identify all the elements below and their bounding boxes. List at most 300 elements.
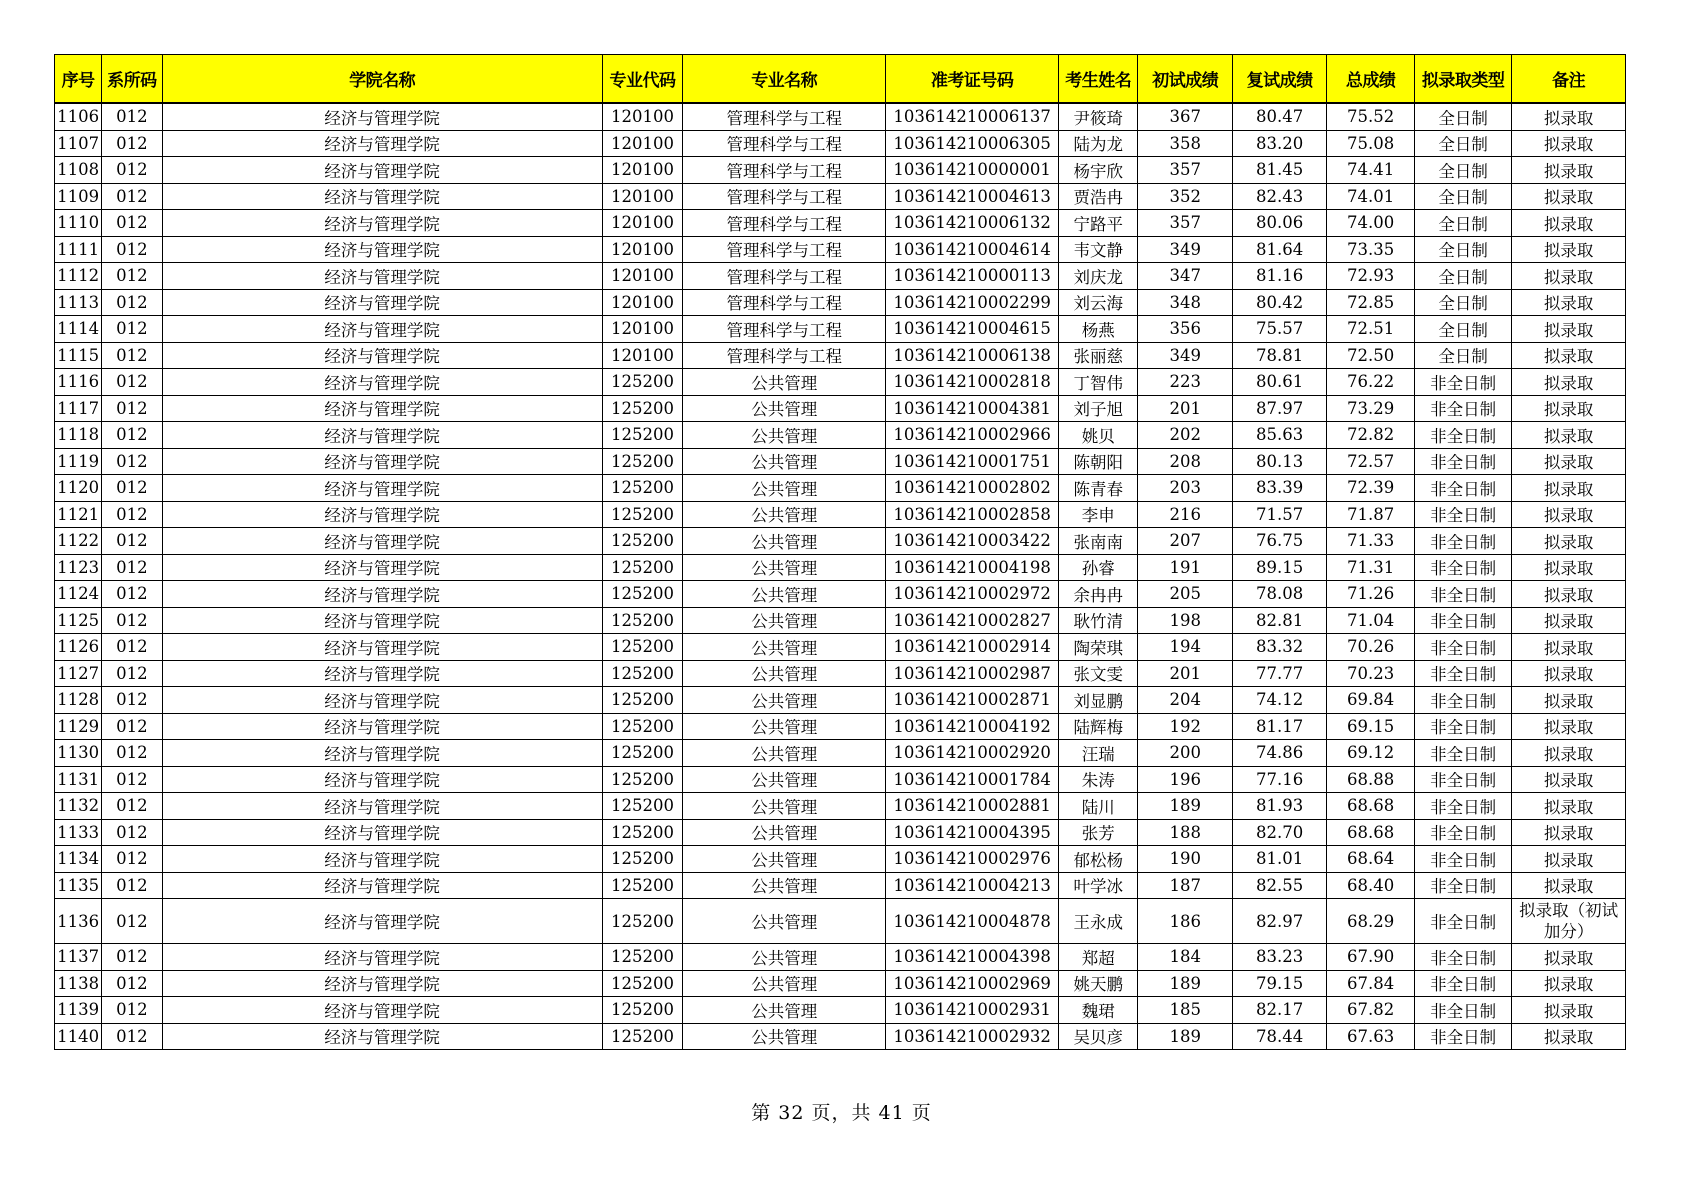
cell-college-name: 经济与管理学院 <box>162 713 602 740</box>
cell-retest-score: 81.93 <box>1232 793 1326 820</box>
cell-major-code: 120100 <box>602 103 682 130</box>
cell-college-name: 经济与管理学院 <box>162 607 602 634</box>
cell-row-index: 1126 <box>55 634 102 661</box>
cell-candidate-name: 杨燕 <box>1059 316 1138 343</box>
table-row <box>55 607 1626 634</box>
cell-major-name: 管理科学与工程 <box>683 342 886 369</box>
cell-ticket-number: 103614210003422 <box>886 528 1059 555</box>
cell-row-index: 1127 <box>55 660 102 687</box>
cell-candidate-name: 汪瑞 <box>1059 740 1138 767</box>
admission-table <box>54 54 1626 1050</box>
cell-remarks: 拟录取 <box>1512 395 1626 422</box>
cell-admission-type: 非全日制 <box>1414 713 1511 740</box>
cell-candidate-name: 丁智伟 <box>1059 369 1138 396</box>
cell-major-name: 公共管理 <box>683 766 886 793</box>
cell-major-name: 公共管理 <box>683 395 886 422</box>
cell-retest-score: 80.61 <box>1232 369 1326 396</box>
cell-college-name: 经济与管理学院 <box>162 819 602 846</box>
cell-retest-score: 82.70 <box>1232 819 1326 846</box>
cell-candidate-name: 刘显鹏 <box>1059 687 1138 714</box>
table-row <box>55 316 1626 343</box>
header-initial-score: 初试成绩 <box>1138 55 1232 104</box>
cell-admission-type: 非全日制 <box>1414 970 1511 997</box>
cell-total-score: 74.00 <box>1327 210 1414 237</box>
table-row <box>55 475 1626 502</box>
cell-row-index: 1133 <box>55 819 102 846</box>
cell-major-code: 120100 <box>602 130 682 157</box>
cell-retest-score: 80.06 <box>1232 210 1326 237</box>
cell-row-index: 1139 <box>55 997 102 1024</box>
cell-remarks: 拟录取 <box>1512 289 1626 316</box>
cell-major-code: 125200 <box>602 872 682 899</box>
cell-ticket-number: 103614210002802 <box>886 475 1059 502</box>
table-row <box>55 342 1626 369</box>
cell-major-code: 125200 <box>602 766 682 793</box>
cell-major-code: 125200 <box>602 634 682 661</box>
cell-ticket-number: 103614210006132 <box>886 210 1059 237</box>
cell-dept-code: 012 <box>102 210 162 237</box>
cell-ticket-number: 103614210002931 <box>886 997 1059 1024</box>
table-row <box>55 997 1626 1024</box>
cell-ticket-number: 103614210006137 <box>886 103 1059 130</box>
cell-dept-code: 012 <box>102 944 162 971</box>
cell-initial-score: 201 <box>1138 395 1232 422</box>
cell-row-index: 1112 <box>55 263 102 290</box>
cell-dept-code: 012 <box>102 819 162 846</box>
cell-admission-type: 全日制 <box>1414 130 1511 157</box>
cell-ticket-number: 103614210004613 <box>886 183 1059 210</box>
cell-college-name: 经济与管理学院 <box>162 766 602 793</box>
table-row <box>55 501 1626 528</box>
cell-remarks: 拟录取 <box>1512 528 1626 555</box>
cell-total-score: 69.12 <box>1327 740 1414 767</box>
cell-remarks: 拟录取 <box>1512 263 1626 290</box>
header-major-name: 专业名称 <box>683 55 886 104</box>
cell-total-score: 72.82 <box>1327 422 1414 449</box>
cell-initial-score: 208 <box>1138 448 1232 475</box>
table-row <box>55 687 1626 714</box>
cell-ticket-number: 103614210001784 <box>886 766 1059 793</box>
cell-candidate-name: 魏珺 <box>1059 997 1138 1024</box>
cell-dept-code: 012 <box>102 475 162 502</box>
cell-retest-score: 81.64 <box>1232 236 1326 263</box>
cell-candidate-name: 张南南 <box>1059 528 1138 555</box>
cell-dept-code: 012 <box>102 687 162 714</box>
cell-remarks: 拟录取 <box>1512 634 1626 661</box>
table-row <box>55 210 1626 237</box>
cell-total-score: 68.68 <box>1327 793 1414 820</box>
cell-major-name: 公共管理 <box>683 528 886 555</box>
cell-major-name: 管理科学与工程 <box>683 263 886 290</box>
cell-admission-type: 非全日制 <box>1414 1023 1511 1050</box>
cell-initial-score: 358 <box>1138 130 1232 157</box>
cell-major-name: 管理科学与工程 <box>683 289 886 316</box>
cell-initial-score: 190 <box>1138 846 1232 873</box>
cell-remarks: 拟录取 <box>1512 316 1626 343</box>
table-row <box>55 130 1626 157</box>
cell-major-code: 125200 <box>602 687 682 714</box>
cell-major-name: 管理科学与工程 <box>683 236 886 263</box>
cell-candidate-name: 张丽慈 <box>1059 342 1138 369</box>
cell-major-name: 公共管理 <box>683 422 886 449</box>
cell-total-score: 71.33 <box>1327 528 1414 555</box>
table-row <box>55 369 1626 396</box>
cell-major-code: 125200 <box>602 475 682 502</box>
cell-major-code: 120100 <box>602 316 682 343</box>
cell-row-index: 1132 <box>55 793 102 820</box>
header-candidate-name: 考生姓名 <box>1059 55 1138 104</box>
cell-retest-score: 77.16 <box>1232 766 1326 793</box>
cell-dept-code: 012 <box>102 766 162 793</box>
cell-major-code: 120100 <box>602 289 682 316</box>
cell-total-score: 72.39 <box>1327 475 1414 502</box>
table-row <box>55 766 1626 793</box>
cell-ticket-number: 103614210002966 <box>886 422 1059 449</box>
cell-major-code: 125200 <box>602 997 682 1024</box>
cell-remarks: 拟录取 <box>1512 944 1626 971</box>
cell-candidate-name: 陆为龙 <box>1059 130 1138 157</box>
admission-list-sheet <box>54 54 1626 1050</box>
cell-candidate-name: 陶荣琪 <box>1059 634 1138 661</box>
cell-row-index: 1115 <box>55 342 102 369</box>
cell-total-score: 72.51 <box>1327 316 1414 343</box>
cell-college-name: 经济与管理学院 <box>162 448 602 475</box>
cell-row-index: 1108 <box>55 157 102 184</box>
cell-major-code: 125200 <box>602 944 682 971</box>
cell-total-score: 67.84 <box>1327 970 1414 997</box>
cell-remarks: 拟录取 <box>1512 997 1626 1024</box>
cell-major-name: 公共管理 <box>683 687 886 714</box>
cell-candidate-name: 王永成 <box>1059 899 1138 944</box>
cell-major-name: 公共管理 <box>683 740 886 767</box>
cell-total-score: 75.52 <box>1327 103 1414 130</box>
cell-remarks: 拟录取 <box>1512 210 1626 237</box>
table-row <box>55 157 1626 184</box>
cell-admission-type: 非全日制 <box>1414 846 1511 873</box>
cell-ticket-number: 103614210000001 <box>886 157 1059 184</box>
cell-candidate-name: 耿竹清 <box>1059 607 1138 634</box>
cell-candidate-name: 朱涛 <box>1059 766 1138 793</box>
cell-ticket-number: 103614210002969 <box>886 970 1059 997</box>
cell-candidate-name: 陈朝阳 <box>1059 448 1138 475</box>
cell-major-name: 公共管理 <box>683 607 886 634</box>
cell-college-name: 经济与管理学院 <box>162 369 602 396</box>
header-major-code: 专业代码 <box>602 55 682 104</box>
cell-remarks: 拟录取 <box>1512 872 1626 899</box>
cell-ticket-number: 103614210004615 <box>886 316 1059 343</box>
cell-row-index: 1109 <box>55 183 102 210</box>
cell-retest-score: 74.86 <box>1232 740 1326 767</box>
table-row <box>55 528 1626 555</box>
table-header-row <box>55 55 1626 104</box>
cell-candidate-name: 张文雯 <box>1059 660 1138 687</box>
cell-retest-score: 82.55 <box>1232 872 1326 899</box>
cell-retest-score: 79.15 <box>1232 970 1326 997</box>
cell-retest-score: 81.45 <box>1232 157 1326 184</box>
cell-ticket-number: 103614210002881 <box>886 793 1059 820</box>
cell-major-code: 125200 <box>602 713 682 740</box>
cell-ticket-number: 103614210006138 <box>886 342 1059 369</box>
cell-college-name: 经济与管理学院 <box>162 289 602 316</box>
cell-remarks: 拟录取 <box>1512 740 1626 767</box>
cell-total-score: 69.84 <box>1327 687 1414 714</box>
cell-row-index: 1122 <box>55 528 102 555</box>
cell-total-score: 71.26 <box>1327 581 1414 608</box>
cell-total-score: 68.88 <box>1327 766 1414 793</box>
cell-ticket-number: 103614210001751 <box>886 448 1059 475</box>
cell-college-name: 经济与管理学院 <box>162 846 602 873</box>
cell-retest-score: 87.97 <box>1232 395 1326 422</box>
cell-major-code: 125200 <box>602 369 682 396</box>
cell-admission-type: 全日制 <box>1414 289 1511 316</box>
cell-major-name: 公共管理 <box>683 819 886 846</box>
cell-admission-type: 非全日制 <box>1414 687 1511 714</box>
cell-retest-score: 74.12 <box>1232 687 1326 714</box>
header-dept-code: 系所码 <box>102 55 162 104</box>
cell-retest-score: 81.01 <box>1232 846 1326 873</box>
cell-initial-score: 223 <box>1138 369 1232 396</box>
cell-dept-code: 012 <box>102 395 162 422</box>
cell-initial-score: 188 <box>1138 819 1232 846</box>
cell-admission-type: 全日制 <box>1414 103 1511 130</box>
cell-row-index: 1134 <box>55 846 102 873</box>
cell-total-score: 73.35 <box>1327 236 1414 263</box>
cell-total-score: 72.85 <box>1327 289 1414 316</box>
cell-college-name: 经济与管理学院 <box>162 634 602 661</box>
cell-remarks: 拟录取 <box>1512 793 1626 820</box>
header-total-score: 总成绩 <box>1327 55 1414 104</box>
cell-retest-score: 81.17 <box>1232 713 1326 740</box>
cell-remarks: 拟录取 <box>1512 819 1626 846</box>
cell-ticket-number: 103614210006305 <box>886 130 1059 157</box>
cell-ticket-number: 103614210004381 <box>886 395 1059 422</box>
cell-major-code: 125200 <box>602 528 682 555</box>
cell-ticket-number: 103614210002871 <box>886 687 1059 714</box>
cell-candidate-name: 余冉冉 <box>1059 581 1138 608</box>
cell-remarks: 拟录取 <box>1512 501 1626 528</box>
cell-initial-score: 204 <box>1138 687 1232 714</box>
cell-candidate-name: 陈青春 <box>1059 475 1138 502</box>
cell-college-name: 经济与管理学院 <box>162 501 602 528</box>
cell-remarks: 拟录取 <box>1512 766 1626 793</box>
cell-candidate-name: 吴贝彦 <box>1059 1023 1138 1050</box>
cell-retest-score: 82.81 <box>1232 607 1326 634</box>
cell-initial-score: 216 <box>1138 501 1232 528</box>
cell-major-code: 120100 <box>602 263 682 290</box>
cell-retest-score: 71.57 <box>1232 501 1326 528</box>
cell-total-score: 68.68 <box>1327 819 1414 846</box>
cell-ticket-number: 103614210004213 <box>886 872 1059 899</box>
cell-initial-score: 348 <box>1138 289 1232 316</box>
cell-ticket-number: 103614210004395 <box>886 819 1059 846</box>
cell-dept-code: 012 <box>102 263 162 290</box>
table-row <box>55 289 1626 316</box>
cell-dept-code: 012 <box>102 448 162 475</box>
cell-dept-code: 012 <box>102 660 162 687</box>
cell-remarks: 拟录取 <box>1512 448 1626 475</box>
cell-college-name: 经济与管理学院 <box>162 183 602 210</box>
cell-major-name: 管理科学与工程 <box>683 103 886 130</box>
cell-college-name: 经济与管理学院 <box>162 316 602 343</box>
cell-candidate-name: 郁松杨 <box>1059 846 1138 873</box>
cell-initial-score: 202 <box>1138 422 1232 449</box>
cell-candidate-name: 刘云海 <box>1059 289 1138 316</box>
cell-ticket-number: 103614210004198 <box>886 554 1059 581</box>
cell-major-code: 125200 <box>602 660 682 687</box>
cell-candidate-name: 姚贝 <box>1059 422 1138 449</box>
cell-admission-type: 非全日制 <box>1414 634 1511 661</box>
cell-ticket-number: 103614210002858 <box>886 501 1059 528</box>
cell-dept-code: 012 <box>102 740 162 767</box>
cell-retest-score: 75.57 <box>1232 316 1326 343</box>
cell-remarks: 拟录取 <box>1512 1023 1626 1050</box>
cell-college-name: 经济与管理学院 <box>162 422 602 449</box>
cell-row-index: 1136 <box>55 899 102 944</box>
cell-ticket-number: 103614210002920 <box>886 740 1059 767</box>
cell-ticket-number: 103614210002818 <box>886 369 1059 396</box>
cell-major-name: 公共管理 <box>683 660 886 687</box>
cell-dept-code: 012 <box>102 554 162 581</box>
cell-admission-type: 全日制 <box>1414 157 1511 184</box>
cell-college-name: 经济与管理学院 <box>162 475 602 502</box>
cell-major-code: 125200 <box>602 793 682 820</box>
cell-major-name: 公共管理 <box>683 475 886 502</box>
cell-college-name: 经济与管理学院 <box>162 793 602 820</box>
cell-row-index: 1130 <box>55 740 102 767</box>
table-row <box>55 872 1626 899</box>
cell-major-code: 125200 <box>602 448 682 475</box>
cell-candidate-name: 姚天鹏 <box>1059 970 1138 997</box>
cell-admission-type: 非全日制 <box>1414 899 1511 944</box>
cell-remarks: 拟录取 <box>1512 157 1626 184</box>
header-retest-score: 复试成绩 <box>1232 55 1326 104</box>
cell-total-score: 69.15 <box>1327 713 1414 740</box>
table-row <box>55 634 1626 661</box>
cell-admission-type: 非全日制 <box>1414 793 1511 820</box>
table-row <box>55 660 1626 687</box>
cell-remarks: 拟录取 <box>1512 342 1626 369</box>
cell-row-index: 1113 <box>55 289 102 316</box>
cell-remarks: 拟录取 <box>1512 846 1626 873</box>
cell-college-name: 经济与管理学院 <box>162 103 602 130</box>
cell-row-index: 1107 <box>55 130 102 157</box>
cell-college-name: 经济与管理学院 <box>162 157 602 184</box>
cell-candidate-name: 李申 <box>1059 501 1138 528</box>
cell-initial-score: 187 <box>1138 872 1232 899</box>
cell-dept-code: 012 <box>102 899 162 944</box>
cell-initial-score: 349 <box>1138 342 1232 369</box>
cell-college-name: 经济与管理学院 <box>162 660 602 687</box>
cell-major-code: 125200 <box>602 501 682 528</box>
cell-remarks: 拟录取 <box>1512 475 1626 502</box>
cell-total-score: 71.04 <box>1327 607 1414 634</box>
cell-dept-code: 012 <box>102 997 162 1024</box>
table-row <box>55 713 1626 740</box>
cell-major-name: 公共管理 <box>683 1023 886 1050</box>
cell-retest-score: 78.81 <box>1232 342 1326 369</box>
cell-ticket-number: 103614210004614 <box>886 236 1059 263</box>
cell-total-score: 73.29 <box>1327 395 1414 422</box>
cell-major-code: 120100 <box>602 236 682 263</box>
cell-ticket-number: 103614210002932 <box>886 1023 1059 1050</box>
cell-dept-code: 012 <box>102 581 162 608</box>
cell-major-code: 125200 <box>602 395 682 422</box>
cell-dept-code: 012 <box>102 289 162 316</box>
cell-major-code: 125200 <box>602 846 682 873</box>
cell-major-code: 125200 <box>602 1023 682 1050</box>
header-college-name: 学院名称 <box>162 55 602 104</box>
cell-ticket-number: 103614210000113 <box>886 263 1059 290</box>
cell-major-name: 公共管理 <box>683 846 886 873</box>
cell-college-name: 经济与管理学院 <box>162 236 602 263</box>
cell-major-name: 管理科学与工程 <box>683 157 886 184</box>
cell-candidate-name: 宁路平 <box>1059 210 1138 237</box>
cell-college-name: 经济与管理学院 <box>162 872 602 899</box>
page-number-footer: 第 32 页，共 41 页 <box>751 1102 932 1124</box>
cell-admission-type: 非全日制 <box>1414 475 1511 502</box>
cell-initial-score: 352 <box>1138 183 1232 210</box>
cell-admission-type: 非全日制 <box>1414 872 1511 899</box>
cell-initial-score: 200 <box>1138 740 1232 767</box>
cell-total-score: 74.01 <box>1327 183 1414 210</box>
cell-admission-type: 非全日制 <box>1414 997 1511 1024</box>
cell-initial-score: 185 <box>1138 997 1232 1024</box>
cell-retest-score: 76.75 <box>1232 528 1326 555</box>
cell-college-name: 经济与管理学院 <box>162 342 602 369</box>
cell-retest-score: 83.39 <box>1232 475 1326 502</box>
cell-major-code: 125200 <box>602 819 682 846</box>
cell-row-index: 1120 <box>55 475 102 502</box>
cell-remarks: 拟录取 <box>1512 581 1626 608</box>
cell-major-name: 公共管理 <box>683 872 886 899</box>
cell-remarks: 拟录取 <box>1512 713 1626 740</box>
cell-major-name: 管理科学与工程 <box>683 316 886 343</box>
cell-dept-code: 012 <box>102 342 162 369</box>
cell-remarks: 拟录取 <box>1512 607 1626 634</box>
table-body <box>55 103 1626 1050</box>
cell-ticket-number: 103614210002299 <box>886 289 1059 316</box>
cell-dept-code: 012 <box>102 501 162 528</box>
cell-row-index: 1117 <box>55 395 102 422</box>
cell-row-index: 1135 <box>55 872 102 899</box>
cell-remarks: 拟录取 <box>1512 970 1626 997</box>
cell-college-name: 经济与管理学院 <box>162 687 602 714</box>
table-row <box>55 944 1626 971</box>
cell-initial-score: 357 <box>1138 157 1232 184</box>
cell-college-name: 经济与管理学院 <box>162 1023 602 1050</box>
cell-college-name: 经济与管理学院 <box>162 740 602 767</box>
cell-initial-score: 189 <box>1138 970 1232 997</box>
cell-candidate-name: 郑超 <box>1059 944 1138 971</box>
cell-total-score: 74.41 <box>1327 157 1414 184</box>
cell-dept-code: 012 <box>102 713 162 740</box>
cell-row-index: 1125 <box>55 607 102 634</box>
cell-total-score: 70.26 <box>1327 634 1414 661</box>
cell-retest-score: 89.15 <box>1232 554 1326 581</box>
cell-dept-code: 012 <box>102 634 162 661</box>
cell-admission-type: 非全日制 <box>1414 448 1511 475</box>
cell-dept-code: 012 <box>102 157 162 184</box>
cell-initial-score: 194 <box>1138 634 1232 661</box>
cell-ticket-number: 103614210004398 <box>886 944 1059 971</box>
cell-initial-score: 196 <box>1138 766 1232 793</box>
cell-major-name: 公共管理 <box>683 944 886 971</box>
cell-major-code: 120100 <box>602 157 682 184</box>
cell-total-score: 71.31 <box>1327 554 1414 581</box>
cell-major-name: 公共管理 <box>683 634 886 661</box>
cell-remarks: 拟录取 <box>1512 687 1626 714</box>
table-row <box>55 554 1626 581</box>
